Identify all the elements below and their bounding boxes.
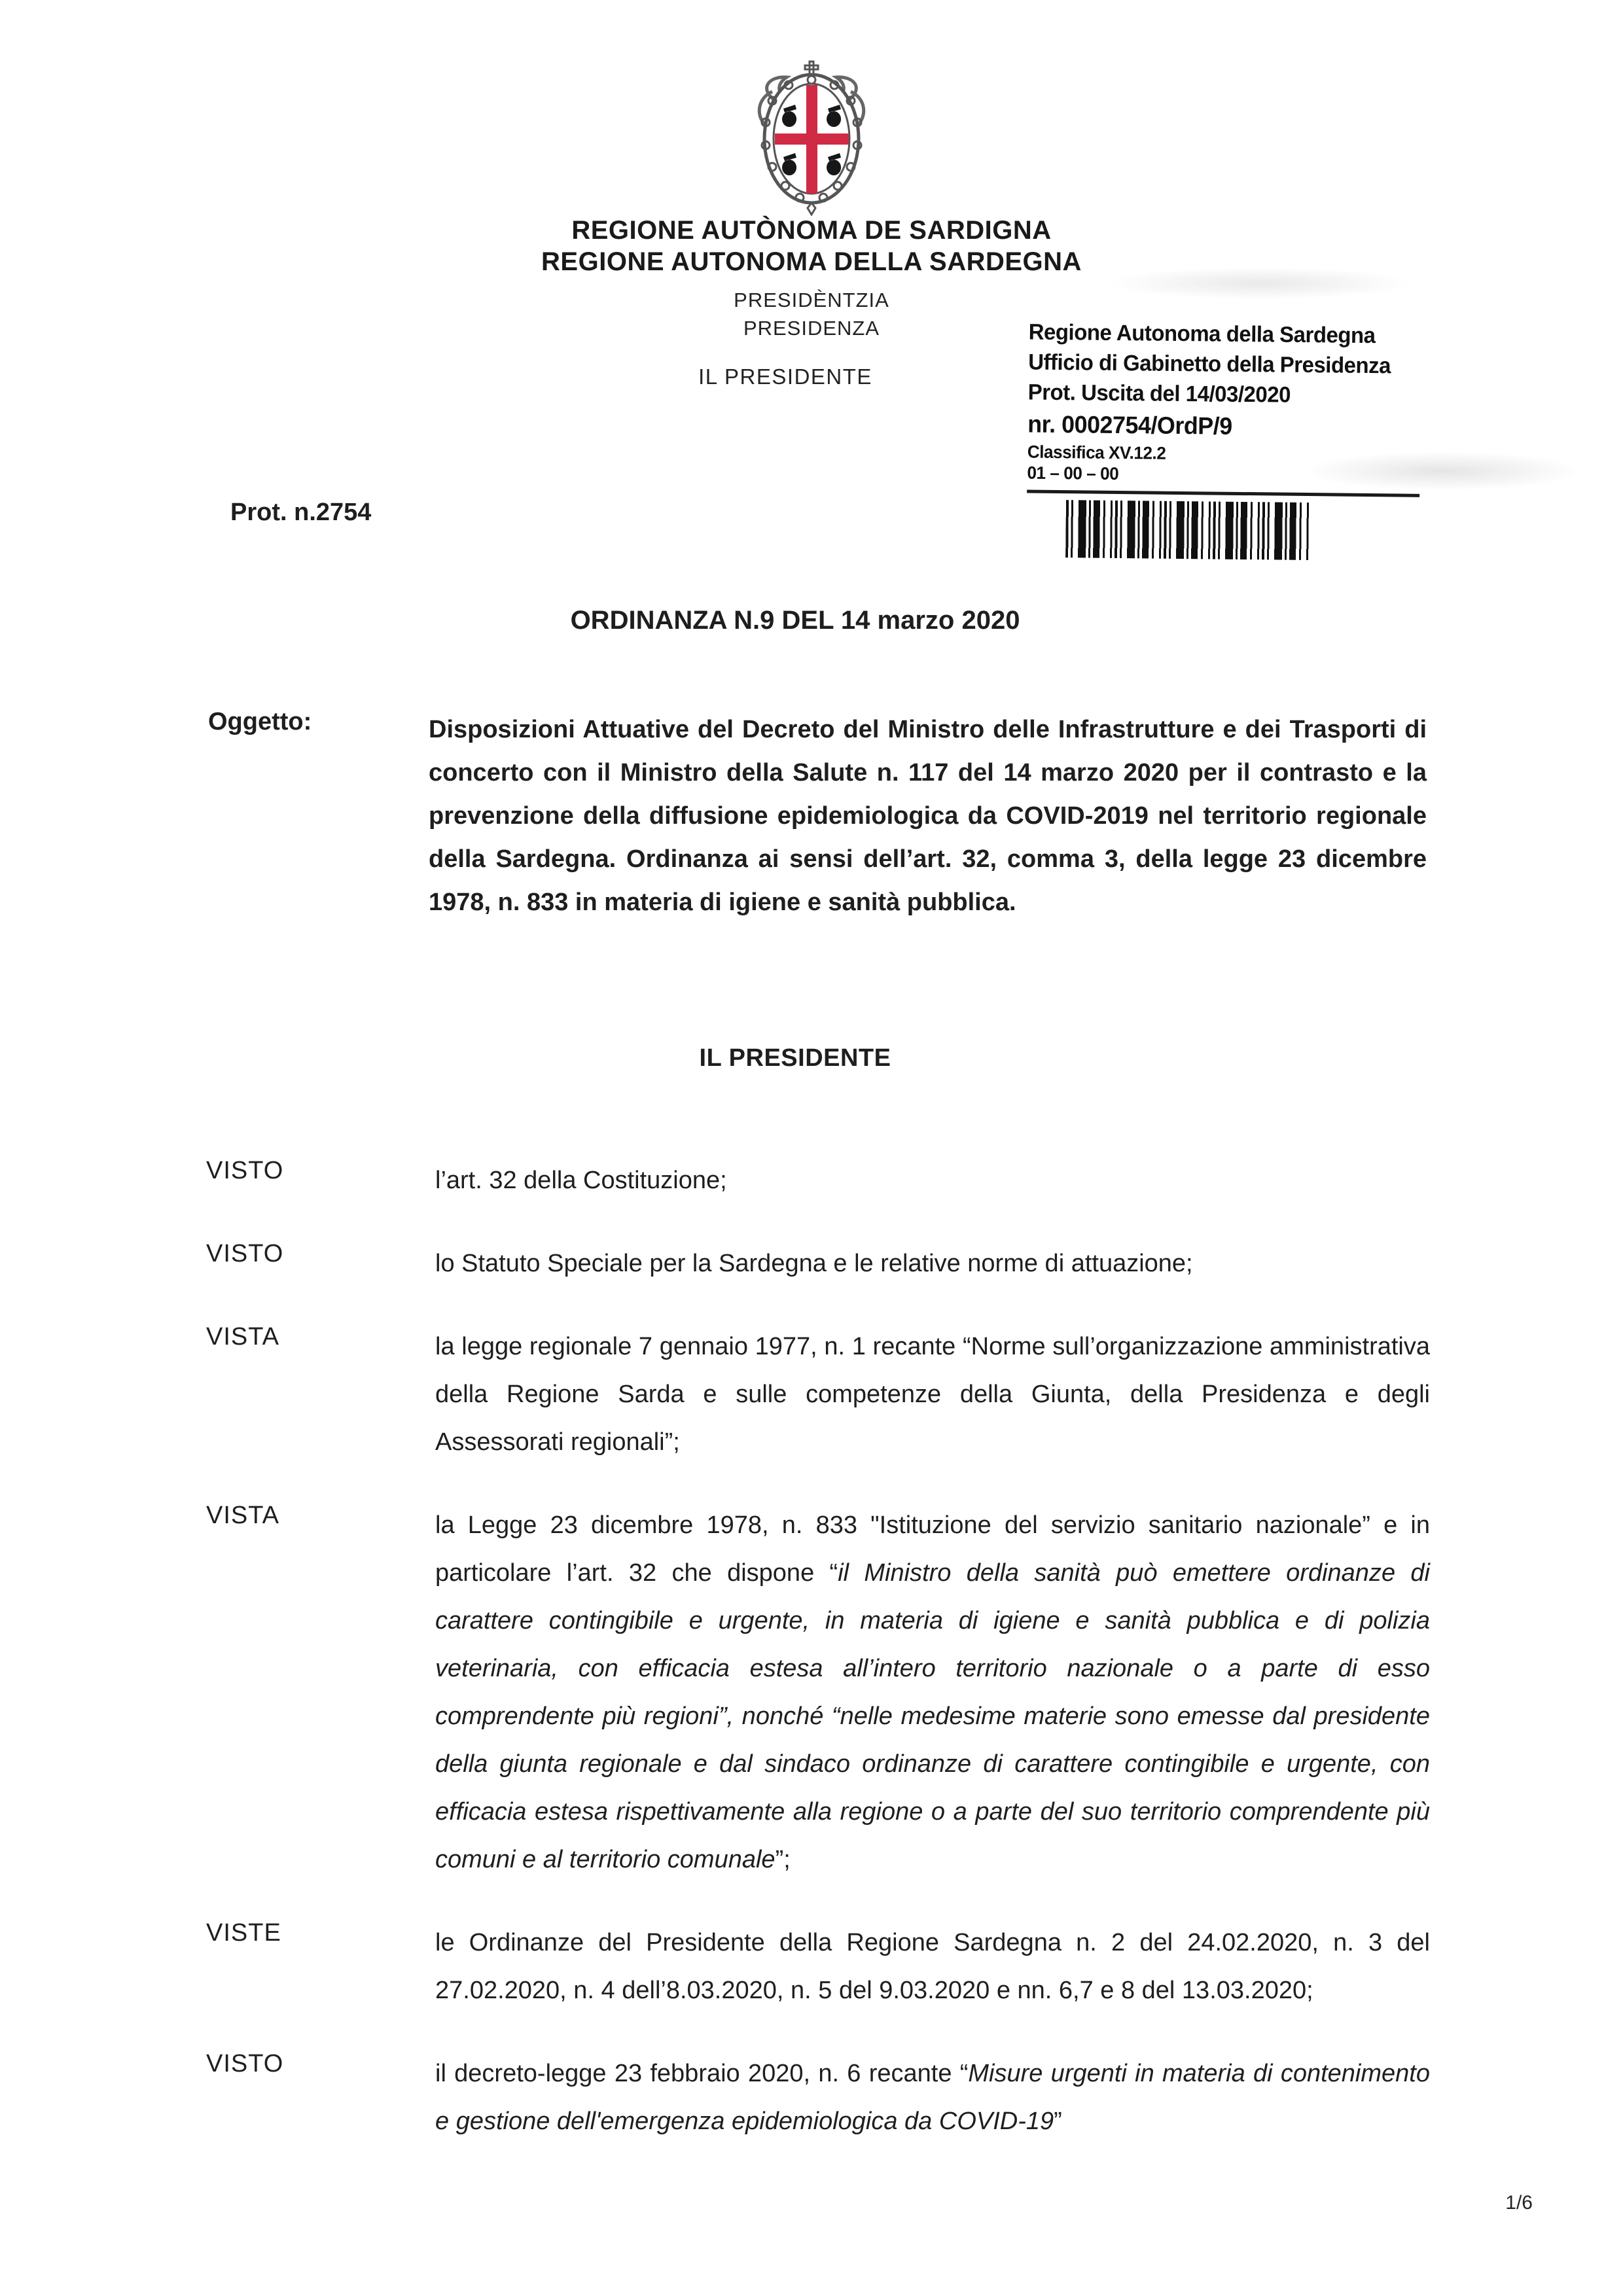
recital-text: la legge regionale 7 gennaio 1977, n. 1 recante “Norme sull’organizzazione amministrativa della Regione Sarda e sulle competenze della Giunta, della Presidenza e degli Assessorati regionali”; <box>435 1333 1430 1456</box>
page-number: 1/6 <box>1505 2192 1533 2214</box>
role-title: IL PRESIDENTE <box>698 364 872 389</box>
recital-row <box>0 1240 1623 1288</box>
recital-text: l’art. 32 della Costituzione; <box>435 1167 727 1194</box>
recital-row <box>0 1157 1623 1205</box>
stamp-date: Prot. Uscita del 14/03/2020 <box>1027 380 1291 408</box>
subject-text: Disposizioni Attuative del Decreto del Ministro delle Infrastrutture e dei Trasporti di concerto con il Ministro della Salute n. 117 del 14 marzo 2020 per il contrasto e la prevenzione della diffusione epidemiologica da COVID-2019 nel territorio regionale della Sardegna. Ordinanza ai sensi dell’art. 32, comma 3, della legge 23 dicembre 1978, n. 833 in materia di igiene e sanità pubblica. <box>429 716 1427 916</box>
barcode <box>1065 500 1310 560</box>
recital-label: VISTE <box>206 1919 281 1947</box>
org-name-sardinian: REGIONE AUTÒNOMA DE SARDIGNA <box>571 216 1052 245</box>
stamp-office: Ufficio di Gabinetto della Presidenza <box>1028 349 1391 379</box>
subject-block <box>0 708 1623 924</box>
recital-label: VISTO <box>206 1157 284 1184</box>
recital-text: le Ordinanze del Presidente della Regione Sardegna n. 2 del 24.02.2020, n. 3 del 27.02.2020, n. 4 dell’8.03.2020, n. 5 del 9.03.2020 e nn. 6,7 e 8 del 13.03.2020; <box>435 1929 1430 2004</box>
stamp-classification: Classifica XV.12.2 <box>1027 442 1166 463</box>
section-heading: IL PRESIDENTE <box>699 1044 891 1072</box>
stamp-org: Regione Autonoma della Sardegna <box>1028 319 1376 349</box>
recital-label: VISTO <box>206 1240 284 1267</box>
stamp-classification-code: 01 – 00 – 00 <box>1027 463 1119 484</box>
recital-row <box>0 1323 1623 1466</box>
recital-row <box>0 2050 1623 2146</box>
recital-row <box>0 1502 1623 1884</box>
recital-row <box>0 1919 1623 2015</box>
recital-text: lo Statuto Speciale per la Sardegna e le relative norme di attuazione; <box>435 1250 1193 1277</box>
sardinia-coat-of-arms-icon <box>746 60 877 216</box>
recital-text: il decreto-legge 23 febbraio 2020, n. 6 recante “Misure urgenti in materia di contenimento e gestione dell'emergenza epidemiologica da COVID-19” <box>435 2060 1430 2135</box>
stamp-number: nr. 0002754/OrdP/9 <box>1027 410 1232 440</box>
stamp-divider <box>1027 490 1419 497</box>
recital-label: VISTA <box>206 1323 279 1351</box>
protocol-stamp <box>1026 317 1461 562</box>
ordinance-title: ORDINANZA N.9 DEL 14 marzo 2020 <box>570 606 1020 635</box>
recital-label: VISTO <box>206 2050 284 2077</box>
recital-text: la Legge 23 dicembre 1978, n. 833 "Istituzione del servizio sanitario nazionale” e in particolare l’art. 32 che dispone “il Ministro della sanità può emettere ordinanze di carattere contingibile e urgente, in materia di igiene e sanità pubblica e di polizia veterinaria, con efficacia estesa all’intero territorio nazionale o a parte di esso comprendente più regioni”, nonché “nelle medesime materie sono emesse dal presidente della giunta regionale e dal sindaco ordinanze di carattere contingibile e urgente, con efficacia estesa rispettivamente alla regione o a parte del suo territorio comprendente più comuni e al territorio comunale”; <box>435 1511 1430 1873</box>
protocol-number: Prot. n.2754 <box>230 499 372 526</box>
subject-label: Oggetto: <box>208 708 312 735</box>
dept-name-italian: PRESIDENZA <box>743 317 880 340</box>
recital-label: VISTA <box>206 1502 279 1529</box>
logo-wrap <box>0 60 1623 219</box>
org-name-italian: REGIONE AUTONOMA DELLA SARDEGNA <box>541 247 1082 276</box>
dept-name-sardinian: PRESIDÈNTZIA <box>734 289 889 311</box>
recitals-list <box>0 1157 1623 2181</box>
